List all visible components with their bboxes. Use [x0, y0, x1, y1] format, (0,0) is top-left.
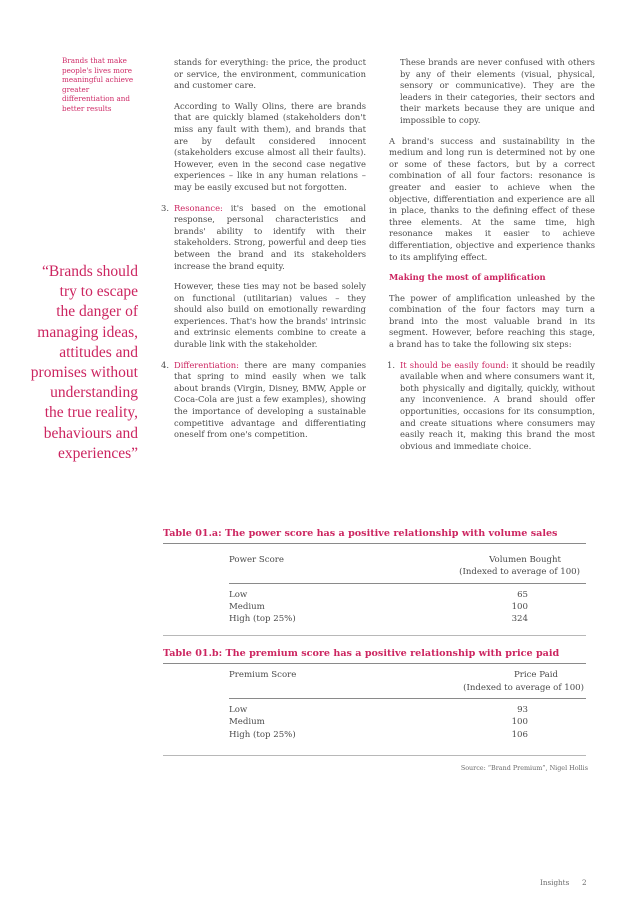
table-row-value: 93	[517, 705, 528, 715]
table-row-value: 100	[511, 717, 528, 727]
list-text: it should be readily available when and where consumers want it, both physically and digitally, quickly, without any inconvenience. A brand should offer opportunities, occasions for its consumption, and create situations where consumers may easily reach it, making this brand the most obvious and immediate choice.	[400, 359, 595, 451]
table-row-label: Medium	[229, 602, 265, 612]
table-row-value: 324	[511, 614, 528, 624]
table-b-col2-header: Price Paid	[513, 670, 558, 680]
table-a-col1-header: Power Score	[229, 555, 284, 565]
list-keyword: Resonance:	[174, 202, 223, 213]
list-number: 3.	[161, 202, 169, 213]
list-item-differentiation	[163, 360, 366, 441]
paragraph: A brand's success and sustainability in the medium and long run is determined not by one or some of these factors, but by a correct combination of all four factors: resonance is greater and easier to achieve when the objective, differentiation and experience are all in place, thanks to the defining effect of these three elements. At the same time, high resonance makes it easier to achieve differentiation, objective and experience thanks to its amplifying effect.	[389, 135, 595, 262]
table-row-value: 65	[517, 590, 528, 600]
table-row-label: Low	[229, 705, 248, 715]
list-text: it's based on the emotional response, personal characteristics and brands' ability to identify with their stakeholders. Strong, powerful and deep ties between the brand and its stakeholders increase the brand equity.	[174, 202, 366, 271]
table-row-value: 106	[511, 730, 528, 740]
pull-quote-line: “Brands should	[41, 263, 138, 280]
table-row-label: High (top 25%)	[229, 730, 296, 740]
pull-quote-line: the true reality,	[44, 404, 138, 422]
list-item-resonance	[163, 203, 366, 273]
pull-quote-line: promises without	[30, 364, 138, 382]
table-a-col2-sub: (Indexed to average of 100)	[459, 567, 580, 577]
paragraph: However, these ties may not be based solely on functional (utilitarian) values – they should also build on emotionally rewarding experiences. That's how the brands' intrinsic and extrinsic elements combine to create a durable link with the stakeholder.	[174, 281, 366, 350]
list-number: 1.	[387, 359, 395, 370]
table-b-top-rule	[163, 663, 586, 664]
table-row-label: Medium	[229, 717, 265, 727]
list-text: there are many companies that spring to mind easily when we talk about brands (Virgin, Disney, BMW, Apple or Coca-Cola are just a few examples), showing the importance of developing a sustainable competitive advantage and differentiating oneself from one's competition.	[174, 359, 366, 440]
table-a-top-rule	[163, 543, 586, 544]
table-row-label: High (top 25%)	[229, 614, 296, 624]
side-note: Brands that make people's lives more meaningful achieve greater differentiation and better results	[62, 56, 134, 113]
pull-quote-line: experiences”	[57, 444, 138, 462]
paragraph: According to Wally Olins, there are brands that are quickly blamed (stakeholders don't miss any fault with them), and brands that are by default considered innocent (stakeholders excuse almost all their faults). However, even in the second case negative experiences – like in any human relations – may be easily excused but not forgotten.	[174, 100, 366, 192]
table-row-value: 100	[511, 602, 528, 612]
body-column-1	[163, 57, 366, 450]
list-item-easily-found	[389, 360, 595, 453]
pull-quote-line: the danger of	[56, 303, 138, 321]
pull-quote-line: attitudes and	[59, 343, 138, 361]
table-row-label: Low	[229, 590, 248, 600]
table-a-col2-header: Volumen Bought	[489, 555, 561, 565]
table-a-header-rule	[229, 583, 586, 584]
paragraph: These brands are never confused with others by any of their elements (visual, physical, sensory or communicative). They are the leaders in their categories, their sectors and their markets because they are unique and impossible to copy.	[400, 57, 595, 125]
paragraph: The power of amplification unleashed by the combination of the four factors may turn a brand into the most valuable brand in its segment. However, before reaching this stage, a brand has to take the following six steps:	[389, 292, 595, 350]
section-heading: Making the most of amplification	[389, 272, 546, 283]
paragraph: stands for everything: the price, the product or service, the environment, communication and customer care.	[174, 57, 366, 91]
footer-section-label: Insights	[540, 878, 570, 887]
table-a-title: Table 01.a: The power score has a positive relationship with volume sales	[163, 528, 558, 539]
list-number: 4.	[161, 359, 169, 370]
pull-quote	[0, 262, 138, 464]
table-a-bottom-rule	[163, 635, 586, 636]
table-b-header-rule	[229, 698, 586, 699]
pull-quote-line: managing ideas,	[37, 323, 138, 341]
table-b-title: Table 01.b: The premium score has a positive relationship with price paid	[163, 648, 560, 659]
table-b-col2-sub: (Indexed to average of 100)	[463, 683, 584, 693]
table-source: Source: “Brand Premium”, Nigel Hollis	[460, 764, 588, 772]
table-b-bottom-rule	[163, 755, 586, 756]
pull-quote-line: understanding	[50, 384, 138, 402]
pull-quote-line: try to escape	[59, 283, 138, 301]
page-number: 2	[582, 878, 587, 887]
table-b-col1-header: Premium Score	[229, 670, 297, 680]
list-keyword: It should be easily found:	[400, 359, 509, 370]
pull-quote-line: behaviours and	[43, 424, 138, 442]
list-keyword: Differentiation:	[174, 359, 239, 370]
body-column-2	[389, 57, 595, 461]
